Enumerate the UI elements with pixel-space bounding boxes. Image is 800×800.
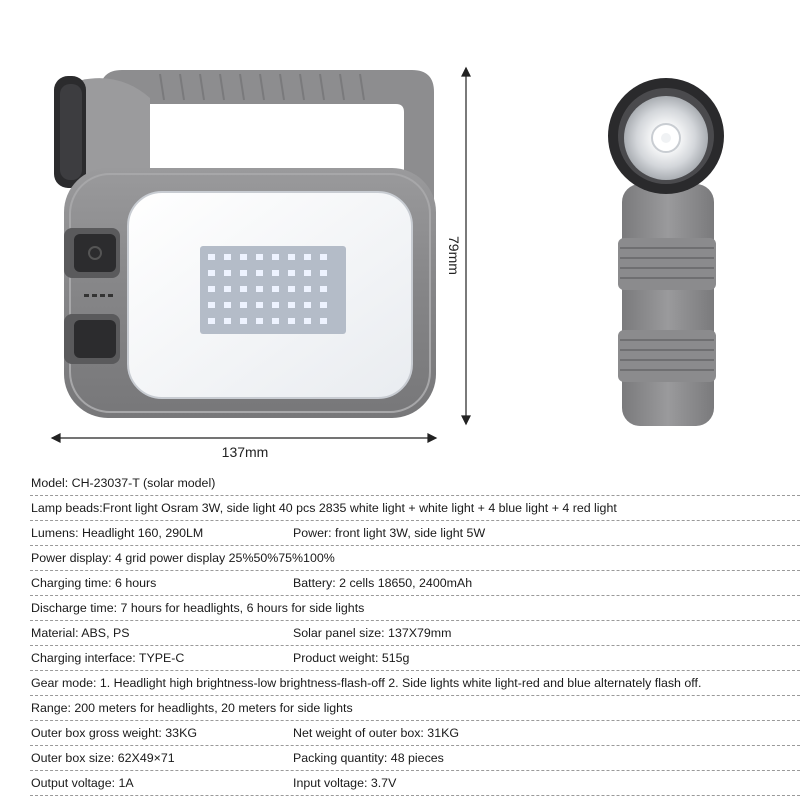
spec-col1: Lumens: Headlight 160, 290LM: [31, 526, 204, 540]
spec-col1: Material: ABS, PS: [31, 626, 130, 640]
spec-col1: Discharge time: 7 hours for headlights, 6 hours for side lights: [31, 601, 365, 615]
spec-row: [30, 721, 800, 746]
spec-row: [30, 596, 800, 621]
spec-row: [30, 546, 800, 571]
spec-table: [30, 471, 800, 796]
spec-col1: Gear mode: 1. Headlight high brightness-low brightness-flash-off 2. Side lights white light-red and blue alternately flash off.: [31, 676, 702, 690]
spec-col1: Model: CH-23037-T (solar model): [31, 476, 216, 490]
spec-col2: Packing quantity: 48 pieces: [293, 751, 444, 765]
spec-row: [30, 671, 800, 696]
spec-col1: Power display: 4 grid power display 25%50%75%100%: [31, 551, 335, 565]
height-dimension: [462, 68, 470, 424]
spec-col1: Charging time: 6 hours: [31, 576, 157, 590]
spec-col2: Input voltage: 3.7V: [293, 776, 397, 790]
width-label: 137mm: [221, 444, 269, 460]
spec-col1: Range: 200 meters for headlights, 20 meters for side lights: [31, 701, 353, 715]
side-view: [608, 78, 724, 426]
spec-row: [30, 496, 800, 521]
spec-row: [30, 696, 800, 721]
spec-col1: Lamp beads:Front light Osram 3W, side light 40 pcs 2835 white light + white light + 4 blue light + 4 red light: [31, 501, 617, 515]
spec-col1: Outer box size: 62X49×71: [31, 751, 175, 765]
spec-row: [30, 621, 800, 646]
spec-row: [30, 471, 800, 496]
height-label: 79mm: [446, 236, 462, 275]
spec-col1: Output voltage: 1A: [31, 776, 134, 790]
front-view: [54, 70, 436, 418]
spec-row: [30, 646, 800, 671]
spec-col2: Power: front light 3W, side light 5W: [293, 526, 486, 540]
side-body: [622, 184, 714, 426]
spec-row: [30, 746, 800, 771]
width-dimension: [52, 434, 436, 442]
spec-col1: Outer box gross weight: 33KG: [31, 726, 197, 740]
spec-col2: Battery: 2 cells 18650, 2400mAh: [293, 576, 473, 590]
spec-col1: Charging interface: TYPE-C: [31, 651, 185, 665]
spec-col2: Product weight: 515g: [293, 651, 410, 665]
spec-row: [30, 571, 800, 596]
spec-col2: Solar panel size: 137X79mm: [293, 626, 452, 640]
spec-row: [30, 521, 800, 546]
spec-col2: Net weight of outer box: 31KG: [293, 726, 459, 740]
spec-row: [30, 771, 800, 796]
